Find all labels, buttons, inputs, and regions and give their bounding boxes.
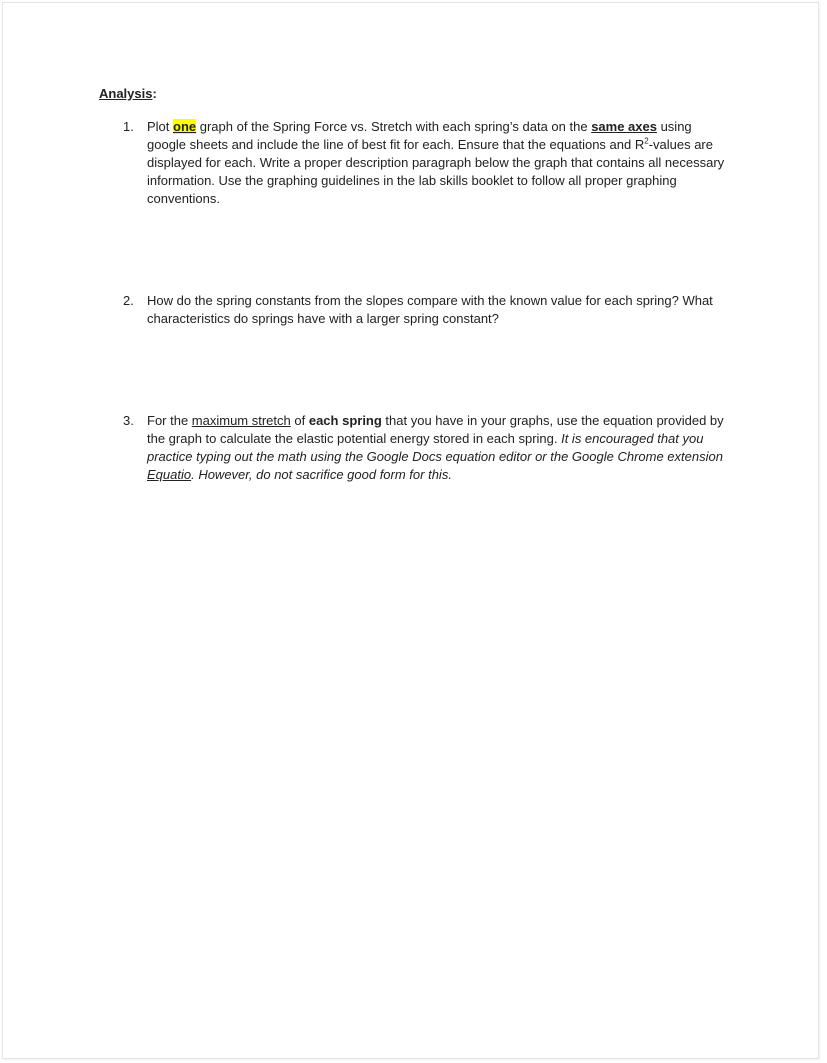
q3-maximum-stretch: maximum stretch [191,413,291,428]
question-3-number: 3. [123,413,134,428]
document-page [2,2,819,1059]
analysis-heading [99,85,157,103]
analysis-heading-colon: : [152,86,157,101]
q1-same-axes: same axes [591,119,657,134]
question-1 [123,118,723,208]
question-3 [123,412,723,492]
q1-text-part: graph of the Spring Force vs. Stretch with each spring’s data on the [196,119,592,134]
q3-italic-note: It is encouraged that you practice typing out the math using the Google Docs equation editor or the Google Chrome extension [147,431,723,464]
q3-italic-note-end: . However, do not sacrifice good form for this. [191,467,452,482]
q1-text-part: using google sheets and include the line of best fit for each. Ensure that the equations and R [147,119,692,152]
question-1-number: 1. [123,119,134,134]
q3-each-spring: each spring [308,413,382,428]
q3-text-part: that you have in your graphs, use the equation provided by the graph to calculate the elastic potential energy stored in each spring. [147,413,724,446]
question-2-number: 2. [123,293,134,308]
q1-text-part: Plot [147,119,174,134]
analysis-heading-text: Analysis [99,86,153,101]
question-3-text [147,412,725,484]
question-2 [123,292,723,332]
question-1-text [147,118,725,208]
q3-text-part: of [290,413,309,428]
question-2-text: How do the spring constants from the slopes compare with the known value for each spring? What characteristics do springs have with a larger spring constant? [147,293,713,326]
q1-text-part: -values are displayed for each. Write a proper description paragraph below the graph that contains all necessary information. Use the graphing guidelines in the lab skills booklet to follow all proper graphing conventions. [147,137,725,206]
q1-highlight-one: one [173,119,197,134]
q3-equatio-link[interactable]: Equatio [147,467,192,482]
q3-text-part: For the [147,413,192,428]
q1-superscript: 2 [644,136,649,146]
